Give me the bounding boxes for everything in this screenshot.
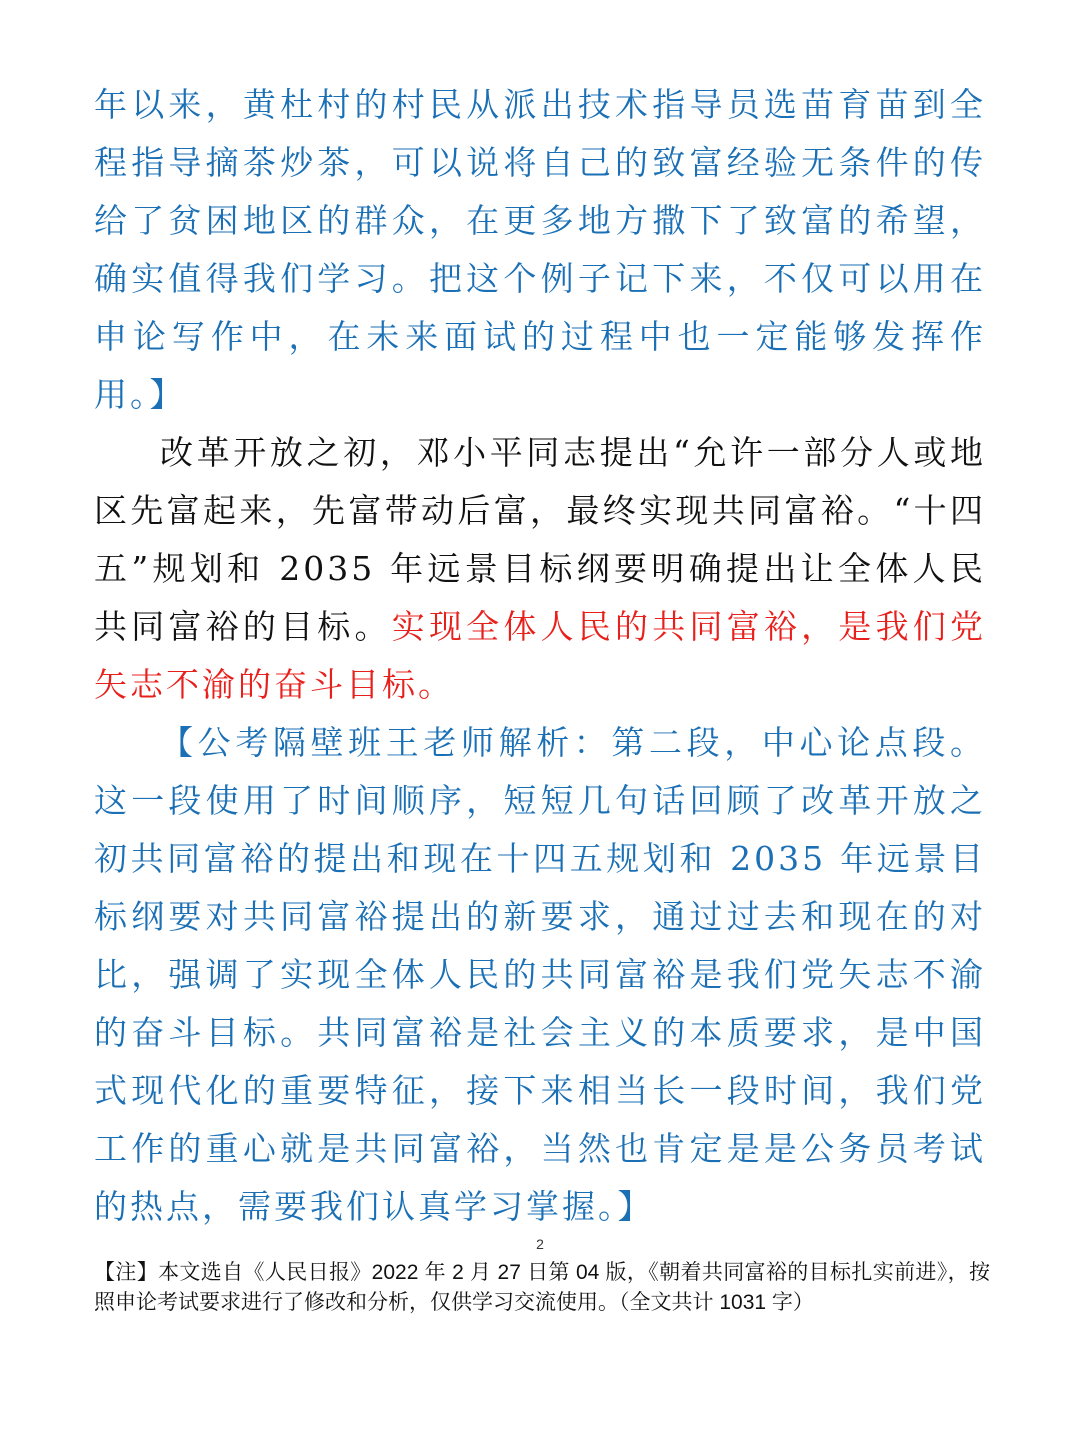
analysis-paragraph-continued: 年以来，黄杜村的村民从派出技术指导员选苗育苗到全程指导摘茶炒茶，可以说将自己的致富经验无条件的传给了贫困地区的群众，在更多地方撒下了致富的希望，确实值得我们学习。把这个例子记下来，不仅可以用在申论写作中，在未来面试的过程中也一定能够发挥作用。】 bbox=[94, 85, 986, 414]
footnote: 【注】本文选自《人民日报》2022 年 2 月 27 日第 04 版，《朝着共同富裕的目标扎实前进》，按照申论考试要求进行了修改和分析，仅供学习交流使用。（全文共计 1031 字） bbox=[94, 1261, 990, 1314]
page-number: 2 bbox=[536, 1236, 544, 1252]
article-paragraph-text: 改革开放之初，邓小平同志提出“允许一部分人或地区先富起来，先富带动后富，最终实现共同富裕。“十四五”规划和 2035 年远景目标纲要明确提出让全体人民共同富裕的目标。 bbox=[94, 433, 986, 646]
analysis-paragraph: 【公考隔壁班王老师解析：第二段，中心论点段。这一段使用了时间顺序，短短几句话回顾了改革开放之初共同富裕的提出和现在十四五规划和 2035 年远景目标纲要对共同富裕提出的新要求，通过过去和现在的对比，强调了实现全体人民的共同富裕是我们党矢志不渝的奋斗目标。共同富裕是社会主义的本质要求，是中国式现代化的重要特征，接下来相当长一段时间，我们党工作的重心就是共同富裕，当然也肯定是是公务员考试的热点，需要我们认真学习掌握。】 bbox=[94, 723, 986, 1226]
highlighted-thesis: 实现全体人民的共同富裕，是我们党矢志不渝的奋斗目标。 bbox=[94, 607, 987, 704]
article-paragraph bbox=[94, 424, 986, 714]
article-body bbox=[94, 76, 986, 1236]
